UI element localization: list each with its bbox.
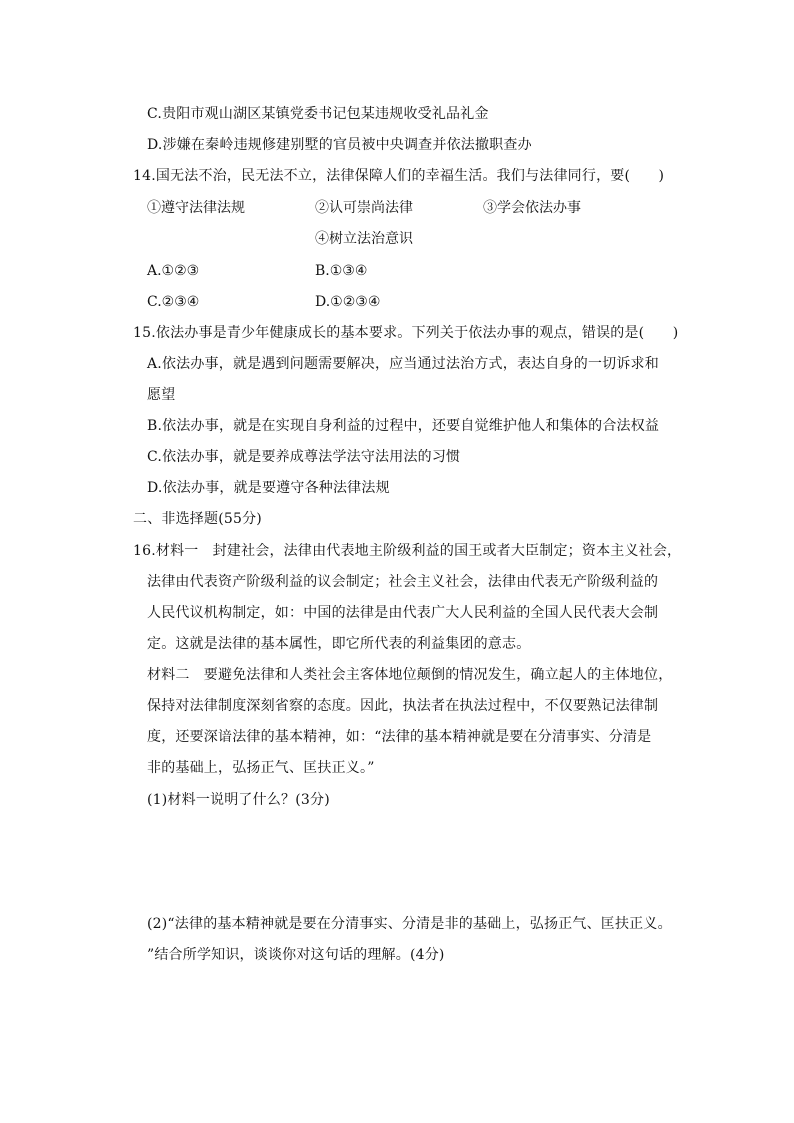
- q16-material2-line2: 保持对法律制度深刻省察的态度。因此，执法者在执法过程中，不仅要熟记法律制: [147, 698, 659, 714]
- q16-material1-line3: 人民代议机构制定，如：中国的法律是由代表广大人民利益的全国人民代表大会制: [147, 605, 659, 621]
- q15-option-c: C.依法办事，就是要养成尊法学法守法用法的习惯: [147, 449, 461, 465]
- q16-subquestion-2-line1: (2)“法律的基本精神就是要在分清事实、分清是非的基础上，弘扬正气、匡扶正义。: [147, 916, 672, 932]
- q13-option-d: D.涉嫌在秦岭违规修建别墅的官员被中央调查并依法撤职查办: [147, 137, 532, 153]
- section-title-non-choice: 二、非选择题(55分): [133, 511, 262, 527]
- q14-stem: 14.国无法不治，民无法不立，法律保障人们的幸福生活。我们与法律同行，要( ): [133, 168, 665, 184]
- q16-material1-line4: 定。这就是法律的基本属性，即它所代表的利益集团的意志。: [147, 636, 531, 652]
- q14-option-b: B.①③④: [315, 263, 368, 279]
- q14-item-1: ①遵守法律法规: [147, 200, 245, 216]
- q16-subquestion-1: (1)材料一说明了什么？(3分): [147, 792, 330, 808]
- q15-option-a-line2: 愿望: [147, 387, 176, 403]
- q15-option-b: B.依法办事，就是在实现自身利益的过程中，还要自觉维护他人和集体的合法权益: [147, 418, 660, 434]
- q16-material2-line1: 材料二 要避免法律和人类社会主客体地位颠倒的情况发生，确立起人的主体地位，: [147, 667, 673, 683]
- q15-stem: 15.依法办事是青少年健康成长的基本要求。下列关于依法办事的观点，错误的是( ): [133, 325, 679, 341]
- q15-option-a-line1: A.依法办事，就是遇到问题需要解决，应当通过法治方式，表达自身的一切诉求和: [147, 356, 659, 372]
- q14-option-d: D.①②③④: [315, 294, 381, 310]
- q14-option-a: A.①②③: [147, 263, 200, 279]
- q16-subquestion-2-line2: ”结合所学知识，谈谈你对这句话的理解。(4分): [147, 947, 445, 963]
- q16-material2-line4: 非的基础上，弘扬正气、匡扶正义。”: [147, 760, 375, 776]
- q16-material2-line3: 度，还要深谙法律的基本精神，如：“法律的基本精神就是要在分清事实、分清是: [147, 729, 652, 745]
- q16-material1-line1: 16.材料一 封建社会，法律由代表地主阶级利益的国王或者大臣制定；资本主义社会，: [133, 543, 682, 559]
- q14-option-c: C.②③④: [147, 294, 200, 310]
- q14-item-2: ②认可崇尚法律: [315, 200, 413, 216]
- q14-item-4: ④树立法治意识: [315, 231, 413, 247]
- q15-option-d: D.依法办事，就是要遵守各种法律法规: [147, 480, 390, 496]
- q14-item-3: ③学会依法办事: [483, 200, 581, 216]
- q16-material1-line2: 法律由代表资产阶级利益的议会制定；社会主义社会，法律由代表无产阶级利益的: [147, 574, 659, 590]
- q13-option-c: C.贵阳市观山湖区某镇党委书记包某违规收受礼品礼金: [147, 106, 489, 122]
